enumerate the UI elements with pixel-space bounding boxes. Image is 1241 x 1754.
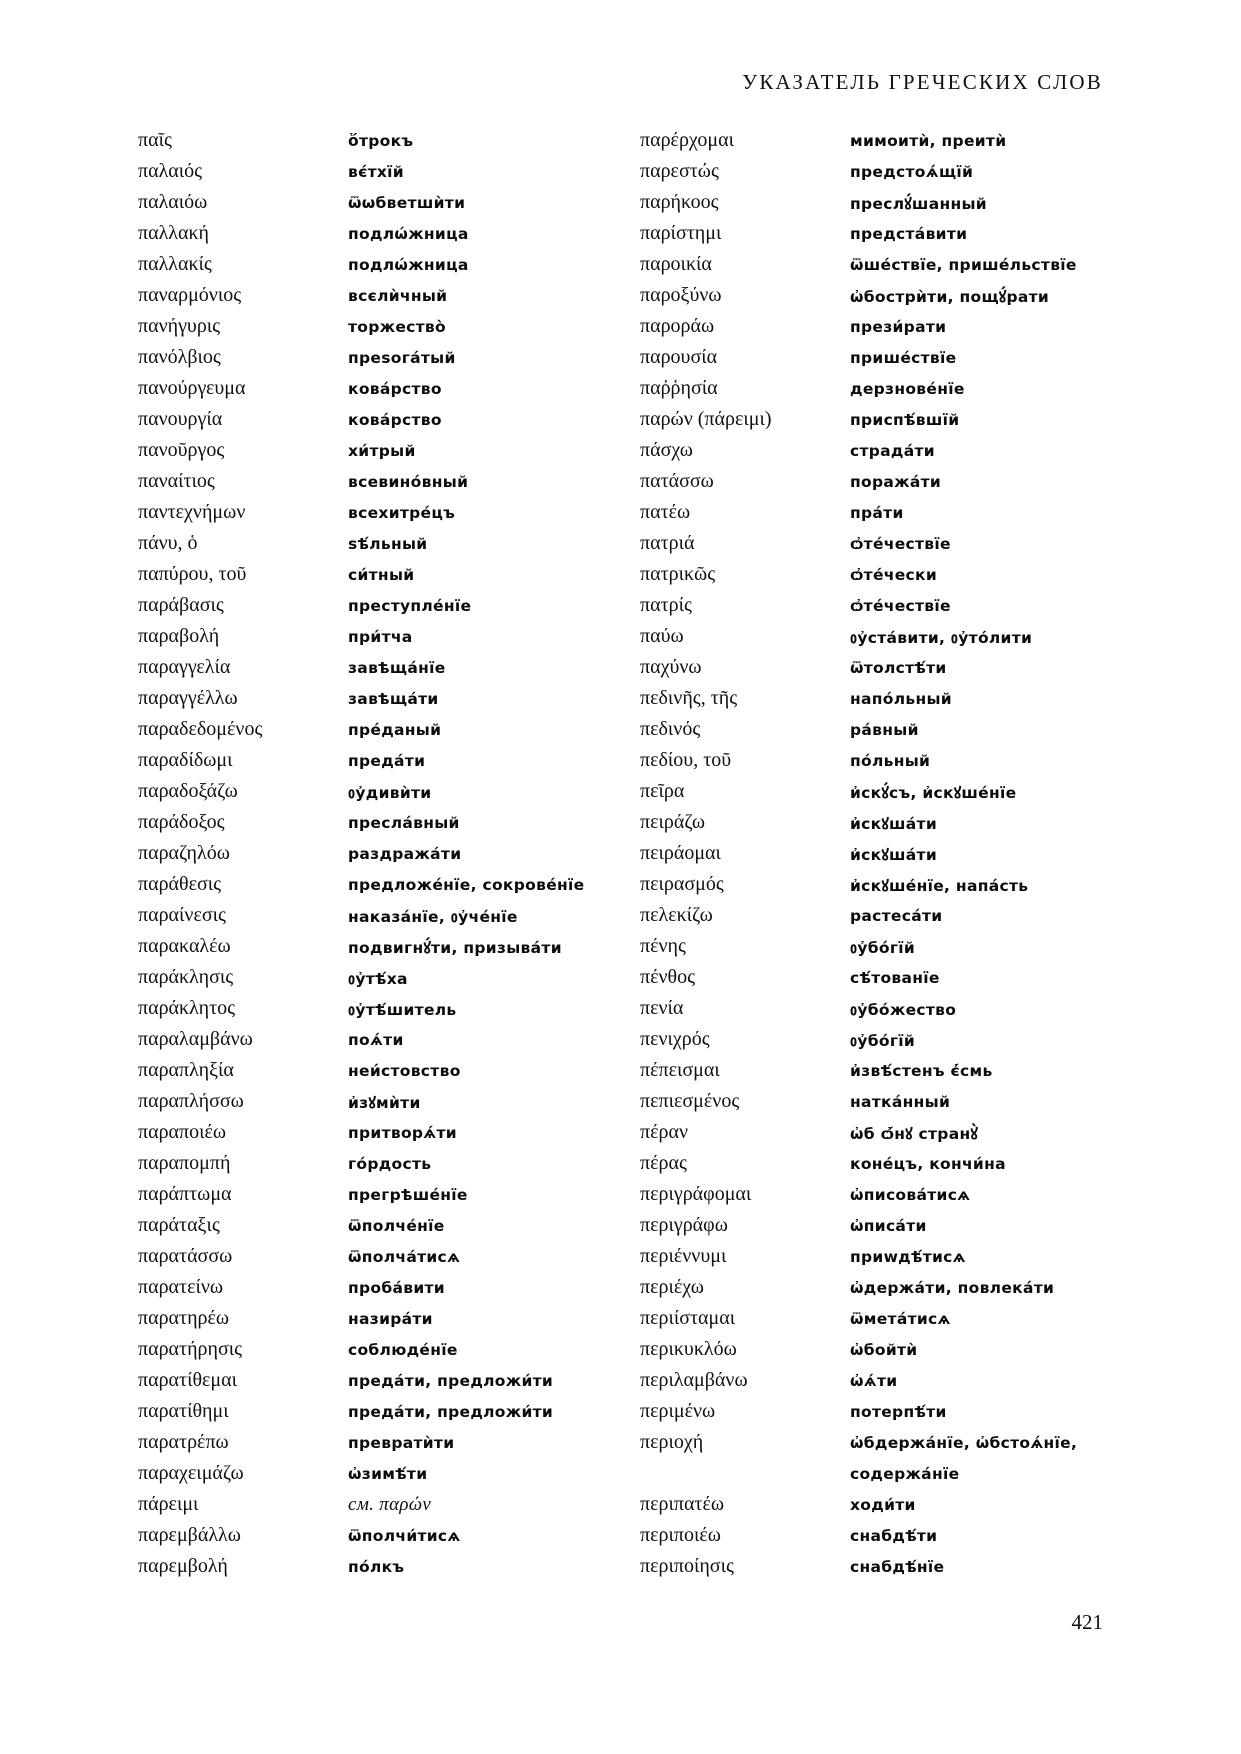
slavonic-equivalent: ѻ҆те́чествїе <box>850 534 951 553</box>
greek-headword: παραδεδομένος <box>138 718 263 740</box>
index-entry <box>640 745 1140 776</box>
greek-headword: πεῖρα <box>640 780 685 802</box>
slavonic-equivalent: ѻ҆те́чески <box>850 565 937 584</box>
index-entry <box>138 931 638 962</box>
greek-headword: πένθος <box>640 966 696 988</box>
greek-headword: πανουργία <box>138 408 223 430</box>
greek-headword: πενία <box>640 997 684 1019</box>
index-entry <box>138 714 638 745</box>
index-entry <box>138 373 638 404</box>
index-entry <box>640 1520 1140 1551</box>
greek-headword: πανόλβιος <box>138 346 221 368</box>
index-entry <box>138 1055 638 1086</box>
slavonic-equivalent: завѣща́ти <box>348 689 439 708</box>
index-entry <box>138 249 638 280</box>
index-entry <box>640 1489 1140 1520</box>
slavonic-equivalent: си́тный <box>348 565 415 584</box>
index-entry <box>138 1334 638 1365</box>
greek-headword: παρίστημι <box>640 222 722 244</box>
slavonic-equivalent: торжество̀ <box>348 317 446 336</box>
slavonic-equivalent: кова́рство <box>348 410 442 429</box>
greek-headword: πάνυ, ὁ <box>138 532 198 554</box>
greek-headword: περιμένω <box>640 1400 716 1422</box>
index-entry <box>640 807 1140 838</box>
greek-headword: πέπεισμαι <box>640 1059 720 1081</box>
index-entry <box>640 156 1140 187</box>
slavonic-equivalent: ᲂу҆бо́гїй <box>850 1031 916 1050</box>
index-entry <box>640 1458 1140 1489</box>
index-entry <box>640 993 1140 1024</box>
greek-headword: πέραν <box>640 1121 688 1143</box>
index-entry <box>138 559 638 590</box>
index-entry <box>138 590 638 621</box>
index-entry <box>138 342 638 373</box>
index-entry <box>138 1241 638 1272</box>
greek-headword: παραχειμάζω <box>138 1462 244 1484</box>
greek-headword: παρεστώς <box>640 160 719 182</box>
greek-headword: πάρειμι <box>138 1493 199 1515</box>
index-entry <box>138 404 638 435</box>
index-entry <box>138 962 638 993</box>
greek-headword: παρακαλέω <box>138 935 231 957</box>
index-entry <box>138 528 638 559</box>
index-entry <box>138 1303 638 1334</box>
index-entry <box>640 249 1140 280</box>
greek-headword: περιπατέω <box>640 1493 725 1515</box>
greek-headword: περιποίησις <box>640 1555 734 1577</box>
greek-headword: πελεκίζω <box>640 904 713 926</box>
index-entry <box>640 776 1140 807</box>
greek-headword: παράκλητος <box>138 997 236 1019</box>
greek-headword: παλλακή <box>138 222 209 244</box>
slavonic-equivalent: преда́ти, предложи́ти <box>348 1371 554 1390</box>
slavonic-equivalent: раздража́ти <box>348 844 462 863</box>
slavonic-equivalent: хи́трый <box>348 441 416 460</box>
index-entry <box>138 1179 638 1210</box>
greek-headword: παραλαμβάνω <box>138 1028 253 1050</box>
greek-headword: περιγράφω <box>640 1214 728 1236</box>
slavonic-equivalent: преда́ти, предложи́ти <box>348 1402 554 1421</box>
greek-headword: παραγγέλλω <box>138 687 238 709</box>
slavonic-equivalent: соблюде́нїе <box>348 1340 458 1359</box>
slavonic-equivalent: приспѣ́вшїй <box>850 410 960 429</box>
slavonic-equivalent: снабдѣ́ти <box>850 1526 938 1545</box>
slavonic-equivalent: ѿтолстѣ́ти <box>850 658 947 677</box>
slavonic-equivalent: превратѝти <box>348 1433 455 1452</box>
index-entry <box>640 1179 1140 1210</box>
index-entry <box>640 1055 1140 1086</box>
slavonic-equivalent: притворѧ́ти <box>348 1123 457 1142</box>
index-entry <box>640 1551 1140 1582</box>
index-entry <box>138 993 638 1024</box>
greek-headword: παραπληξία <box>138 1059 234 1081</box>
slavonic-equivalent: ѡ҆держа́ти, повлека́ти <box>850 1278 1055 1297</box>
slavonic-equivalent: и҆скꙋше́нїе, напа́сть <box>850 876 1029 895</box>
index-entry <box>138 683 638 714</box>
index-entry <box>640 1334 1140 1365</box>
index-entry <box>640 1024 1140 1055</box>
slavonic-equivalent: неи́стовство <box>348 1061 461 1080</box>
index-entry <box>640 1148 1140 1179</box>
slavonic-equivalent: назира́ти <box>348 1309 433 1328</box>
slavonic-equivalent: ѿполчи́тисѧ <box>348 1526 461 1545</box>
greek-headword: παραζηλόω <box>138 842 230 864</box>
slavonic-equivalent: и҆звѣ́стенъ є҆́смь <box>850 1061 993 1080</box>
slavonic-equivalent: преѕога́тый <box>348 348 456 367</box>
slavonic-equivalent: коне́цъ, кончи́на <box>850 1154 1006 1173</box>
slavonic-equivalent: и҆скꙋша́ти <box>850 845 938 864</box>
slavonic-equivalent: предстоѧ́щїй <box>850 162 974 181</box>
index-entry <box>138 652 638 683</box>
greek-headword: πάσχω <box>640 439 693 461</box>
index-entry <box>138 621 638 652</box>
index-entry <box>640 1427 1140 1458</box>
index-entry <box>640 1241 1140 1272</box>
index-entry <box>640 528 1140 559</box>
slavonic-equivalent: ѿмета́тисѧ <box>850 1309 951 1328</box>
slavonic-equivalent: преслꙋ́шанный <box>850 194 987 213</box>
greek-headword: πειράομαι <box>640 842 721 864</box>
slavonic-equivalent: прегрѣше́нїе <box>348 1185 468 1204</box>
greek-headword: παραδίδωμι <box>138 749 233 771</box>
index-entry <box>640 280 1140 311</box>
index-entry <box>138 497 638 528</box>
index-entry <box>138 807 638 838</box>
greek-headword: πεπιεσμένος <box>640 1090 740 1112</box>
slavonic-equivalent: ѡ҆бойтѝ <box>850 1340 918 1359</box>
slavonic-equivalent: и҆зꙋмѝти <box>348 1093 421 1112</box>
index-entry <box>640 1365 1140 1396</box>
greek-headword: παλαιόω <box>138 191 208 213</box>
greek-headword: πατρίς <box>640 594 692 616</box>
greek-headword: περιίσταμαι <box>640 1307 736 1329</box>
greek-headword: παρών (πάρειμι) <box>640 408 772 430</box>
slavonic-equivalent: пóльный <box>850 751 931 770</box>
greek-headword: παραδοξάζω <box>138 780 238 802</box>
index-entry <box>640 125 1140 156</box>
index-entry <box>640 497 1140 528</box>
greek-headword: παράταξις <box>138 1214 220 1236</box>
slavonic-equivalent: дерзнове́нїе <box>850 379 965 398</box>
slavonic-equivalent: всехитре́цъ <box>348 503 456 522</box>
index-entry <box>138 280 638 311</box>
index-entry <box>640 683 1140 714</box>
slavonic-equivalent: кова́рство <box>348 379 442 398</box>
index-entry <box>138 838 638 869</box>
greek-headword: παρεμβολή <box>138 1555 228 1577</box>
greek-headword: πέρας <box>640 1152 687 1174</box>
slavonic-equivalent: ѡ҆б ѻ҆́нꙋ странꙋ̀ <box>850 1124 979 1143</box>
index-entry <box>138 435 638 466</box>
index-entry <box>640 187 1140 218</box>
greek-headword: παράπτωμα <box>138 1183 232 1205</box>
slavonic-equivalent: преда́ти <box>348 751 426 770</box>
index-entry <box>138 187 638 218</box>
greek-headword: παραπομπή <box>138 1152 231 1174</box>
slavonic-equivalent: и҆скꙋ́съ, и҆скꙋше́нїе <box>850 783 1017 802</box>
greek-headword: παρατίθεμαι <box>138 1369 238 1391</box>
slavonic-equivalent: сѣ́тованїе <box>850 968 940 987</box>
slavonic-equivalent: поража́ти <box>850 472 942 491</box>
index-entry <box>138 869 638 900</box>
index-entry <box>640 900 1140 931</box>
index-entry <box>640 218 1140 249</box>
greek-headword: παρουσία <box>640 346 718 368</box>
greek-headword: περιγράφομαι <box>640 1183 752 1205</box>
slavonic-equivalent: ὅтрокъ <box>348 131 414 150</box>
slavonic-equivalent: проба́вити <box>348 1278 445 1297</box>
greek-headword: παῖς <box>138 129 172 151</box>
index-entry <box>640 1086 1140 1117</box>
index-entry <box>640 1272 1140 1303</box>
slavonic-equivalent: снабдѣ́нїе <box>850 1557 945 1576</box>
slavonic-equivalent: ѡ҆зимѣ́ти <box>348 1464 428 1483</box>
index-entry <box>138 1272 638 1303</box>
index-entry <box>640 621 1140 652</box>
slavonic-equivalent: ѕѣ́льный <box>348 534 428 553</box>
slavonic-equivalent: пресла́вный <box>348 813 460 832</box>
greek-headword: παναρμόνιος <box>138 284 242 306</box>
greek-headword: παχύνω <box>640 656 702 678</box>
slavonic-equivalent: ѡ҆ѧ́ти <box>850 1371 898 1390</box>
greek-headword: παραίνεσις <box>138 904 226 926</box>
slavonic-equivalent: го́рдость <box>348 1154 432 1173</box>
greek-headword: παρατηρέω <box>138 1307 230 1329</box>
slavonic-equivalent: всєлѝчный <box>348 286 448 305</box>
index-entry <box>640 652 1140 683</box>
index-entry <box>138 1489 638 1520</box>
greek-headword: παράβασις <box>138 594 224 616</box>
slavonic-equivalent: ᲂу҆дивѝти <box>348 783 432 802</box>
slavonic-equivalent: ᲂу҆тѣ́шитель <box>348 1000 457 1019</box>
greek-headword: πατριά <box>640 532 695 554</box>
slavonic-equivalent: пре́даный <box>348 720 442 739</box>
slavonic-equivalent: ѡ҆писова́тисѧ <box>850 1185 971 1204</box>
slavonic-equivalent: ѡ҆бострѝти, пощꙋ́рати <box>850 287 1050 306</box>
greek-headword: παραπλήσσω <box>138 1090 244 1112</box>
greek-headword: πεδίου, τοῦ <box>640 749 732 771</box>
slavonic-equivalent: подлѡ́жница <box>348 255 469 274</box>
greek-headword: παπύρου, τοῦ <box>138 563 247 585</box>
index-entry <box>640 962 1140 993</box>
greek-headword: παρεμβάλλω <box>138 1524 241 1546</box>
greek-headword: περιποιέω <box>640 1524 721 1546</box>
greek-headword: παρατίθημι <box>138 1400 229 1422</box>
right-word-column <box>640 125 1140 1582</box>
greek-headword: περιοχή <box>640 1431 704 1453</box>
slavonic-equivalent: ѿѡбветшѝти <box>348 193 466 212</box>
greek-headword: πανοῦργος <box>138 439 225 461</box>
greek-headword: παρατρέπω <box>138 1431 229 1453</box>
slavonic-equivalent: всевинóвный <box>348 472 469 491</box>
slavonic-equivalent: пра́ти <box>850 503 904 522</box>
greek-headword: πατέω <box>640 501 691 523</box>
index-entry <box>138 776 638 807</box>
page-number: 421 <box>1071 1610 1103 1634</box>
index-entry <box>640 559 1140 590</box>
greek-headword: περιλαμβάνω <box>640 1369 748 1391</box>
greek-headword: πένης <box>640 935 686 957</box>
slavonic-equivalent: ѿше́ствїе, пришéльствїе <box>850 255 1077 274</box>
greek-headword: πανήγυρις <box>138 315 221 337</box>
slavonic-equivalent: и҆скꙋша́ти <box>850 814 938 833</box>
slavonic-equivalent: растеса́ти <box>850 906 943 925</box>
index-entry <box>640 404 1140 435</box>
slavonic-equivalent: напóльный <box>850 689 952 708</box>
greek-headword: περιέννυμι <box>640 1245 727 1267</box>
index-entry <box>138 1148 638 1179</box>
slavonic-equivalent: подвигнꙋ́ти, призыва́ти <box>348 938 562 957</box>
index-entry <box>138 745 638 776</box>
index-entry <box>640 1396 1140 1427</box>
greek-headword: πεδινῆς, τῆς <box>640 687 738 709</box>
greek-headword: παῤῥησία <box>640 377 718 399</box>
greek-headword: παντεχνήμων <box>138 501 246 523</box>
greek-headword: παράκλησις <box>138 966 234 988</box>
slavonic-equivalent: ра́вный <box>850 720 919 739</box>
slavonic-equivalent: ᲂу҆тѣ́ха <box>348 969 408 988</box>
index-entry <box>640 590 1140 621</box>
slavonic-equivalent: мимоитѝ, преитѝ <box>850 131 1007 150</box>
greek-headword: πενιχρός <box>640 1028 710 1050</box>
greek-headword: παραβολή <box>138 625 220 647</box>
slavonic-equivalent: предложе́нїе, сокровéнїе <box>348 875 585 894</box>
slavonic-equivalent: прези́рати <box>850 317 947 336</box>
slavonic-equivalent: приwдѣ́тисѧ <box>850 1247 966 1266</box>
slavonic-equivalent: ѡ҆бдержа́нїе, ѡ҆бстоѧ́нїе, <box>850 1433 1078 1452</box>
greek-headword: παρατήρησις <box>138 1338 243 1360</box>
slavonic-equivalent: потерпѣ́ти <box>850 1402 947 1421</box>
slavonic-equivalent: ѻ҆те́чествїе <box>850 596 951 615</box>
slavonic-equivalent: преступле́нїе <box>348 596 472 615</box>
slavonic-equivalent: ѿполча́тисѧ <box>348 1247 461 1266</box>
greek-headword: παραποιέω <box>138 1121 227 1143</box>
index-entry <box>640 1303 1140 1334</box>
index-entry <box>640 931 1140 962</box>
index-entry <box>640 1117 1140 1148</box>
index-entry <box>138 1210 638 1241</box>
slavonic-equivalent: ᲂу҆бо́жество <box>850 1000 957 1019</box>
slavonic-equivalent: завѣща́нїе <box>348 658 446 677</box>
index-entry <box>640 311 1140 342</box>
running-title: УКАЗАТЕЛЬ ГРЕЧЕСКИХ СЛОВ <box>742 70 1103 94</box>
slavonic-equivalent: натка́нный <box>850 1092 951 1111</box>
slavonic-equivalent: страда́ти <box>850 441 935 460</box>
greek-headword: παράθεσις <box>138 873 222 895</box>
greek-headword: παράδοξος <box>138 811 225 833</box>
index-entry <box>138 1458 638 1489</box>
slavonic-equivalent: ѡ҆писа́ти <box>850 1216 927 1235</box>
greek-headword: παρατάσσω <box>138 1245 233 1267</box>
greek-headword: παροράω <box>640 315 715 337</box>
greek-headword: παροικία <box>640 253 712 275</box>
slavonic-equivalent: вє́тхїй <box>348 162 404 181</box>
slavonic-equivalent: ᲂу҆ста́вити, ᲂу҆то́лити <box>850 628 1033 647</box>
cross-reference: см. παρών <box>348 1493 432 1515</box>
greek-headword: πατάσσω <box>640 470 714 492</box>
slavonic-equivalent: пóлкъ <box>348 1557 405 1576</box>
slavonic-equivalent: подлѡ́жница <box>348 224 469 243</box>
greek-headword: παλλακίς <box>138 253 212 275</box>
index-entry <box>640 435 1140 466</box>
index-entry <box>138 466 638 497</box>
index-entry <box>640 838 1140 869</box>
greek-headword: παρέρχομαι <box>640 129 734 151</box>
greek-headword: παλαιός <box>138 160 203 182</box>
slavonic-equivalent: ходи́ти <box>850 1495 916 1514</box>
greek-headword: παύω <box>640 625 684 647</box>
index-entry <box>138 156 638 187</box>
slavonic-equivalent: предста́вити <box>850 224 968 243</box>
slavonic-equivalent: содержа́нїе <box>850 1464 960 1483</box>
index-entry <box>138 1427 638 1458</box>
index-entry <box>138 1520 638 1551</box>
index-entry <box>138 1117 638 1148</box>
index-entry <box>138 1551 638 1582</box>
slavonic-equivalent: при́тча <box>348 627 413 646</box>
index-entry <box>640 1210 1140 1241</box>
greek-headword: πειρασμός <box>640 873 724 895</box>
greek-headword: πεδινός <box>640 718 701 740</box>
greek-headword: πειράζω <box>640 811 706 833</box>
index-entry <box>640 342 1140 373</box>
index-entry <box>138 1024 638 1055</box>
slavonic-equivalent: наказа́нїе, ᲂу҆че́нїе <box>348 907 518 926</box>
index-entry <box>138 1365 638 1396</box>
greek-headword: παρήκοος <box>640 191 719 213</box>
slavonic-equivalent: прише́ствїе <box>850 348 957 367</box>
index-entry <box>138 125 638 156</box>
greek-headword: παναίτιος <box>138 470 215 492</box>
slavonic-equivalent: поѧ́ти <box>348 1030 404 1049</box>
index-entry <box>138 1396 638 1427</box>
index-entry <box>138 311 638 342</box>
slavonic-equivalent: ѿполче́нїе <box>348 1216 445 1235</box>
greek-headword: παραγγελία <box>138 656 231 678</box>
greek-headword: πανούργευμα <box>138 377 246 399</box>
index-entry <box>138 218 638 249</box>
index-entry <box>640 869 1140 900</box>
greek-headword: παρατείνω <box>138 1276 224 1298</box>
index-entry <box>640 373 1140 404</box>
greek-headword: περικυκλόω <box>640 1338 737 1360</box>
left-word-column <box>138 125 638 1582</box>
slavonic-equivalent: ᲂу҆бо́гїй <box>850 938 916 957</box>
index-entry <box>640 466 1140 497</box>
greek-headword: πατρικῶς <box>640 563 716 585</box>
index-entry <box>138 1086 638 1117</box>
greek-headword: παροξύνω <box>640 284 722 306</box>
index-entry <box>138 900 638 931</box>
index-entry <box>640 714 1140 745</box>
greek-headword: περιέχω <box>640 1276 704 1298</box>
